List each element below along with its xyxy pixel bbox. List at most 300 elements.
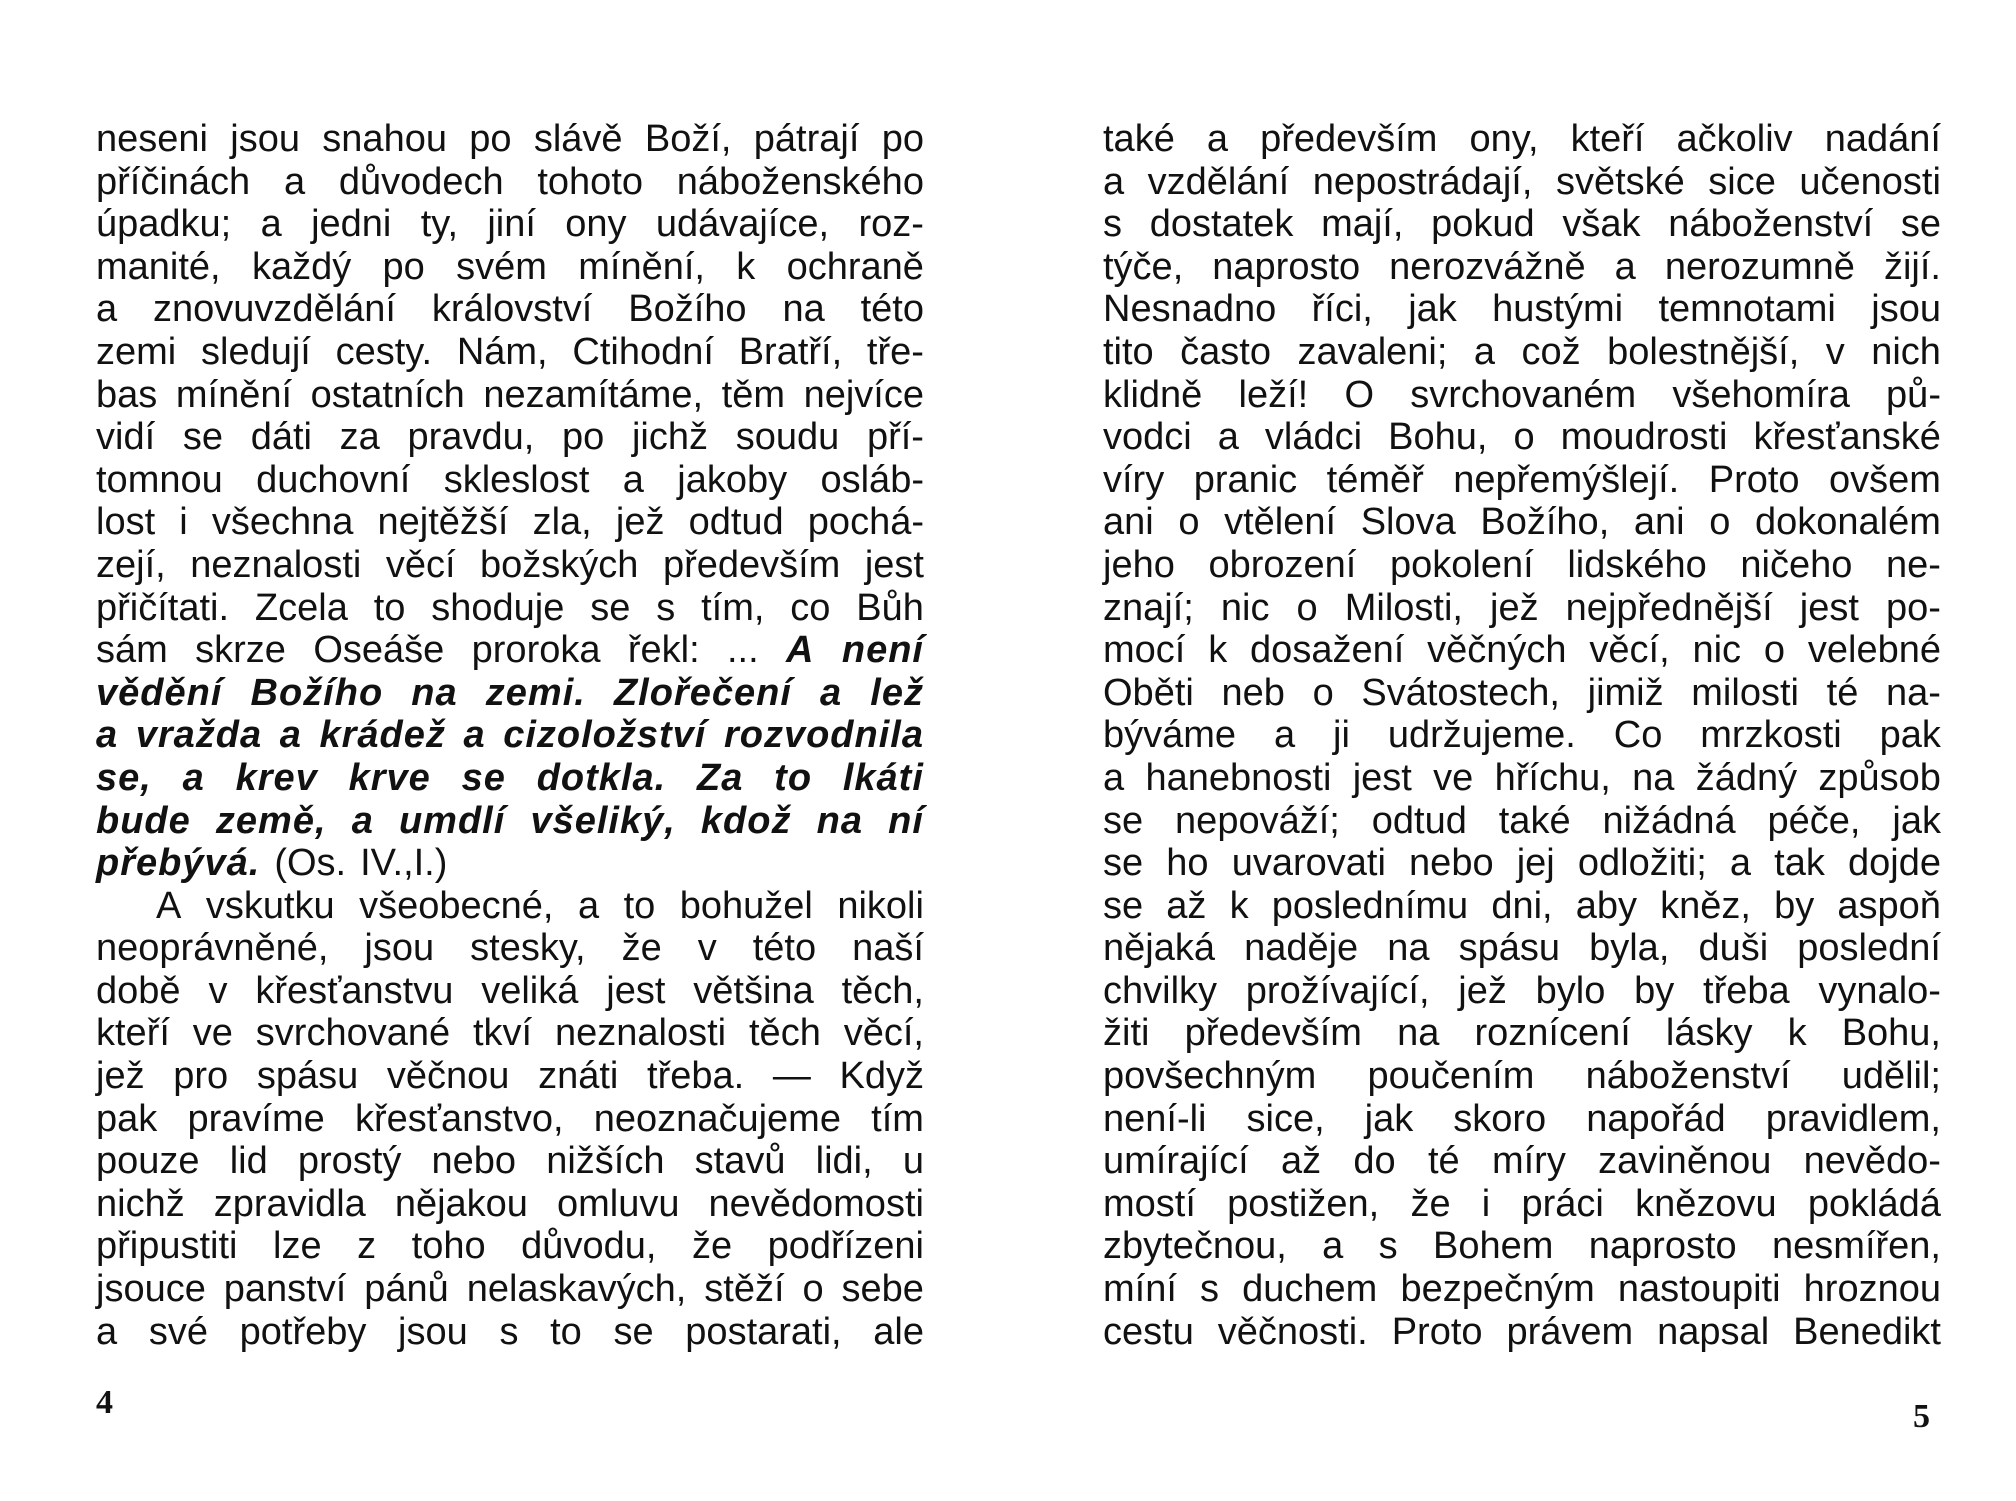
emphasized-word: a [182,756,205,799]
text-line [96,374,924,417]
word: se [613,1310,654,1353]
word: stavů [694,1140,786,1183]
word: lost [96,501,156,544]
word: pří- [866,416,924,459]
word: bezpečným [1400,1268,1595,1311]
word: jež [1490,586,1539,629]
word: svrchované [255,1012,451,1055]
word: nižádná [1602,799,1736,842]
word: jakoby [677,458,788,501]
word: zejí, [96,543,166,586]
word: vtělení [1224,501,1337,544]
word: ony, [1469,118,1539,160]
word: Zcela [254,586,348,629]
word: jedni [311,203,392,246]
word: dni, [1491,884,1553,927]
word: Proto [1391,1310,1483,1353]
word: říci, [1311,288,1373,331]
word: péče, [1767,799,1861,842]
word: osláb- [820,458,924,501]
word: vodci [1103,416,1192,459]
word: nebo [431,1140,517,1183]
word: Bohem [1433,1225,1554,1268]
word: a [1729,842,1752,885]
word: jeho [1103,543,1175,586]
right-page-text [1103,118,1941,1353]
word: po [469,118,512,160]
word: úpadku; [96,203,232,246]
word: nezamítáme, [483,373,704,416]
word: z [357,1225,377,1268]
word: nepřemýšlejí. [1453,458,1680,501]
word: ačkoliv [1676,118,1793,160]
word: hříchu, [1494,756,1611,799]
text-line [1103,842,1941,885]
word: žiti [1103,1012,1150,1055]
word: tře- [866,330,924,373]
word: s [499,1310,519,1353]
word: míry [1491,1140,1566,1183]
emphasized-word: to [774,756,813,799]
word: hroznou [1803,1268,1941,1311]
text-line [96,1311,924,1354]
text-line [1103,885,1941,928]
word: umírající [1103,1140,1249,1183]
word: ne- [1886,543,1941,586]
word: jsouce [96,1268,206,1311]
word: pouze [96,1140,200,1183]
word: neznalosti [555,1012,727,1055]
word: pochá- [807,501,924,544]
word: nejtěžší [377,501,509,544]
word: bolestnější, [1607,330,1800,373]
word: stesky, [470,927,586,970]
text-line [1103,288,1941,331]
word: cesty. [335,330,433,373]
word: křesťanstvu [255,969,454,1012]
text-line [1103,374,1941,417]
word: především [662,543,841,586]
text-line [96,757,924,800]
word: v [1825,330,1845,373]
word: s [1103,203,1122,246]
text-line [96,800,924,843]
word: mocí [1103,629,1186,672]
word: mrzkosti [1700,714,1842,757]
word: také [1103,118,1175,160]
text-line [96,118,924,161]
emphasized-word: všeliký, [530,799,676,842]
word: to [373,586,406,629]
word: spásu [1458,927,1561,970]
word: pokolení [1390,543,1534,586]
word: jest [606,969,666,1012]
word: to [550,1310,582,1353]
emphasized-word: Za [697,756,744,799]
word: sledují [201,330,311,373]
word: zpravidla [213,1182,366,1225]
text-line [96,885,924,928]
word: k [1229,884,1249,927]
word: žádný [1695,756,1798,799]
word: míní [1103,1268,1177,1311]
word: odtud [688,501,784,544]
word: obrození [1208,543,1357,586]
word: hustými [1492,288,1624,331]
word: hanebnosti [1145,756,1332,799]
word: věčnosti. [1217,1310,1368,1353]
word: věcí [385,543,456,586]
word: především [1260,118,1438,160]
word: sebe [841,1268,924,1311]
emphasized-word: Zlořečení [613,671,792,714]
word: Božího [628,288,747,331]
word: království [431,288,593,331]
word: jak [1892,799,1941,842]
word: u [902,1140,924,1183]
word: nevědomosti [708,1182,924,1225]
word: mínění [175,373,293,416]
text-line [1103,757,1941,800]
word: vládci [1264,416,1363,459]
word: učenosti [1799,160,1941,203]
word: O [1344,373,1374,416]
word: znovuvzdělání [153,288,396,331]
word: kteří [1570,118,1645,160]
emphasized-word: a [463,714,486,757]
word: Svátostech, [1361,671,1560,714]
emphasized-word: přebývá. [96,842,261,885]
text-line [1103,1268,1941,1311]
word: neseni [96,118,208,160]
word: mínění, [578,245,705,288]
word: snahou [322,118,447,160]
word: Oseáše [313,629,445,672]
word: kněz, [1660,884,1751,927]
word: neznalosti [190,543,362,586]
left-page-text [96,118,924,1353]
text-line [1103,501,1941,544]
word: nejvíce [803,373,924,416]
word: pátrají [753,118,860,160]
word: poslednímu [1271,884,1469,927]
word: dostatek [1149,203,1294,246]
word: s [1200,1268,1220,1311]
text-line [96,246,924,289]
word: Benedikt [1793,1310,1941,1353]
word: a [96,288,118,331]
word: Bohu, [1388,416,1488,459]
emphasized-word: krev [235,756,318,799]
word: nastoupiti [1617,1268,1781,1311]
word: leží! [1238,373,1309,416]
word: stěží [704,1268,785,1311]
text-line [96,331,924,374]
word: tak [1774,842,1825,885]
word: se [1103,884,1144,927]
text-line [96,161,924,204]
word: povšechným [1103,1055,1317,1098]
text-line [96,1268,924,1311]
word: skrze [195,629,286,672]
emphasized-word: vědění [96,671,223,714]
word: a [577,884,600,927]
word: do [1353,1140,1396,1183]
word: věcí, [1589,629,1670,672]
word: prožívající, [1245,969,1430,1012]
word: nich [1871,330,1941,373]
word: svrchovaném [1410,373,1637,416]
emphasized-word: a [96,714,119,757]
text-line [1103,1140,1941,1183]
word: ve [1433,756,1474,799]
word: bohužel [679,884,813,927]
text-line [1103,1183,1941,1226]
word: panství [223,1268,347,1311]
word: pravíme [187,1097,325,1140]
emphasized-word: cizoložství [503,714,707,757]
emphasized-word: země, [215,799,327,842]
word: pranic [1193,458,1298,501]
text-line [1103,1012,1941,1055]
emphasized-word: dotkla. [536,756,667,799]
word: moudrosti [1560,416,1728,459]
emphasized-word: kdož [700,799,792,842]
word: duchovní [256,458,411,501]
word: omluvu [556,1182,680,1225]
word: pravdu, [407,416,535,459]
word: této [860,288,924,331]
word: dojde [1848,842,1941,885]
word: roz- [858,203,924,246]
word: se [182,416,223,459]
text-line [96,1225,924,1268]
text-line [1103,246,1941,289]
word: že [691,1225,733,1268]
word: ve [192,1012,233,1055]
word: víry [1103,458,1165,501]
word: se [1103,842,1144,885]
word: vskutku [205,884,335,927]
word: nikoli [837,884,924,927]
emphasized-word: se, [96,756,152,799]
word: nerozumně [1664,245,1855,288]
word: Boží, [644,118,732,160]
word: a [1206,118,1229,160]
word: Slova [1360,501,1456,544]
word: nerozvážně [1389,245,1586,288]
word: nesmířen, [1772,1225,1941,1268]
word: věčných [1427,629,1567,672]
word: Oběti [1103,671,1194,714]
word: k [736,245,756,288]
word: ostatních [310,373,465,416]
word: neoznačujeme [593,1097,841,1140]
word: týče, [1103,245,1184,288]
word: žijí. [1883,245,1941,288]
word: především [1184,1012,1362,1055]
word: bas [96,373,158,416]
word: světské [1555,160,1685,203]
left-page-number: 4 [96,1384,113,1421]
word: jež [1458,969,1507,1012]
word: také [1498,799,1571,842]
word: potřeby [239,1310,367,1353]
word: i [1481,1182,1491,1225]
word: svém [456,245,547,288]
text-line [96,1140,924,1183]
text-line [1103,927,1941,970]
word: té [1427,1140,1460,1183]
word: téměř [1326,458,1424,501]
word: aspoň [1837,884,1941,927]
word: tohoto [537,160,644,203]
word: lze [273,1225,322,1268]
word: lid [229,1140,268,1183]
word: vzdělání [1147,160,1290,203]
word: třeba. [647,1055,745,1098]
word: v [208,969,228,1012]
word: o [1296,586,1318,629]
word: pánů [364,1268,449,1311]
word: zbytečnou, [1103,1225,1287,1268]
word: božských [480,543,639,586]
word: ... [727,629,759,672]
text-line [96,288,924,331]
word: Co [1613,714,1663,757]
word: bylo [1535,969,1606,1012]
word: a [96,1310,118,1353]
word: všeobecné, [359,884,554,927]
word: postižen, [1227,1182,1380,1225]
word: jiní [487,203,536,246]
word: Ctihodní [572,330,714,373]
word: a [1103,160,1125,203]
word: nic [1692,629,1742,672]
emphasized-word: a [351,799,374,842]
word: duši [1698,927,1769,970]
word: ani [1103,501,1154,544]
word: duchem [1242,1268,1378,1311]
word: skoro [1453,1097,1547,1140]
word: podřízeni [767,1225,924,1268]
word: se [590,586,631,629]
word: ji [1333,714,1350,757]
word: odtud [1371,799,1467,842]
word: těch [749,1012,821,1055]
word: po [561,416,605,459]
word: jimiž [1587,671,1664,714]
word: o [1312,671,1334,714]
word: mají, [1321,203,1404,246]
word: a [1473,330,1496,373]
word: aby [1575,884,1638,927]
word: za [339,416,380,459]
word: ani [1633,501,1685,544]
text-line [1103,800,1941,843]
word: a [1103,756,1125,799]
word: což [1521,330,1581,373]
word: se [1103,799,1144,842]
emphasized-word: zemi. [485,671,586,714]
word: jež [615,501,665,544]
word: každý [251,245,352,288]
text-line [96,714,924,757]
word: že [1410,1182,1451,1225]
word: soudu [735,416,840,459]
text-line [1103,331,1941,374]
text-line [96,672,924,715]
text-line [96,1055,924,1098]
word: nelaskavých, [466,1268,687,1311]
word: té [1826,671,1859,714]
word: to [623,884,656,927]
word: na- [1886,671,1941,714]
word: Nám, [456,330,548,373]
emphasized-word: a [279,714,302,757]
text-line [96,970,924,1013]
word: věčnou [386,1055,510,1098]
word: nižších [546,1140,665,1183]
word: dokonalém [1755,501,1941,544]
word: vidí [96,416,156,459]
word: naprosto [1212,245,1361,288]
word: nevědo- [1803,1140,1941,1183]
word: a [283,160,306,203]
word: době [96,969,181,1012]
word: s [1378,1225,1398,1268]
word: ty, [420,203,458,246]
word: poučením [1367,1055,1535,1098]
word: sice, [1246,1097,1325,1140]
word: jichž [631,416,708,459]
word: jsou [230,118,300,160]
word: po [382,245,425,288]
word: o [1763,629,1786,672]
text-line [1103,714,1941,757]
word: znají; [1103,586,1194,629]
word: temnotami [1658,288,1836,331]
word: na [1632,756,1675,799]
word: že [621,927,662,970]
word: těch, [841,969,924,1012]
text-line [1103,544,1941,587]
word: jest [1352,756,1412,799]
word: Nesnadno [1103,288,1277,331]
word: lásky [1665,1012,1753,1055]
word: znáti [538,1055,619,1098]
word: a [1217,416,1239,459]
emphasized-word: na [411,671,458,714]
word: tím [871,1097,924,1140]
word: zavaleni; [1297,330,1448,373]
word: lidi, [815,1140,873,1183]
text-line [1103,161,1941,204]
word: postarati, [685,1310,842,1353]
word: nic [1220,586,1270,629]
emphasized-word: lež [870,671,924,714]
text-line [1103,1055,1941,1098]
word: milosti [1691,671,1799,714]
word: zemi [96,330,177,373]
word: jsou [1871,288,1941,331]
word: náboženství [1668,203,1874,246]
right-page-number: 5 [1913,1398,1930,1435]
word: naděje [1244,927,1359,970]
word: těm [721,373,785,416]
word: křesťanstvo, [355,1097,564,1140]
text-line [96,927,924,970]
